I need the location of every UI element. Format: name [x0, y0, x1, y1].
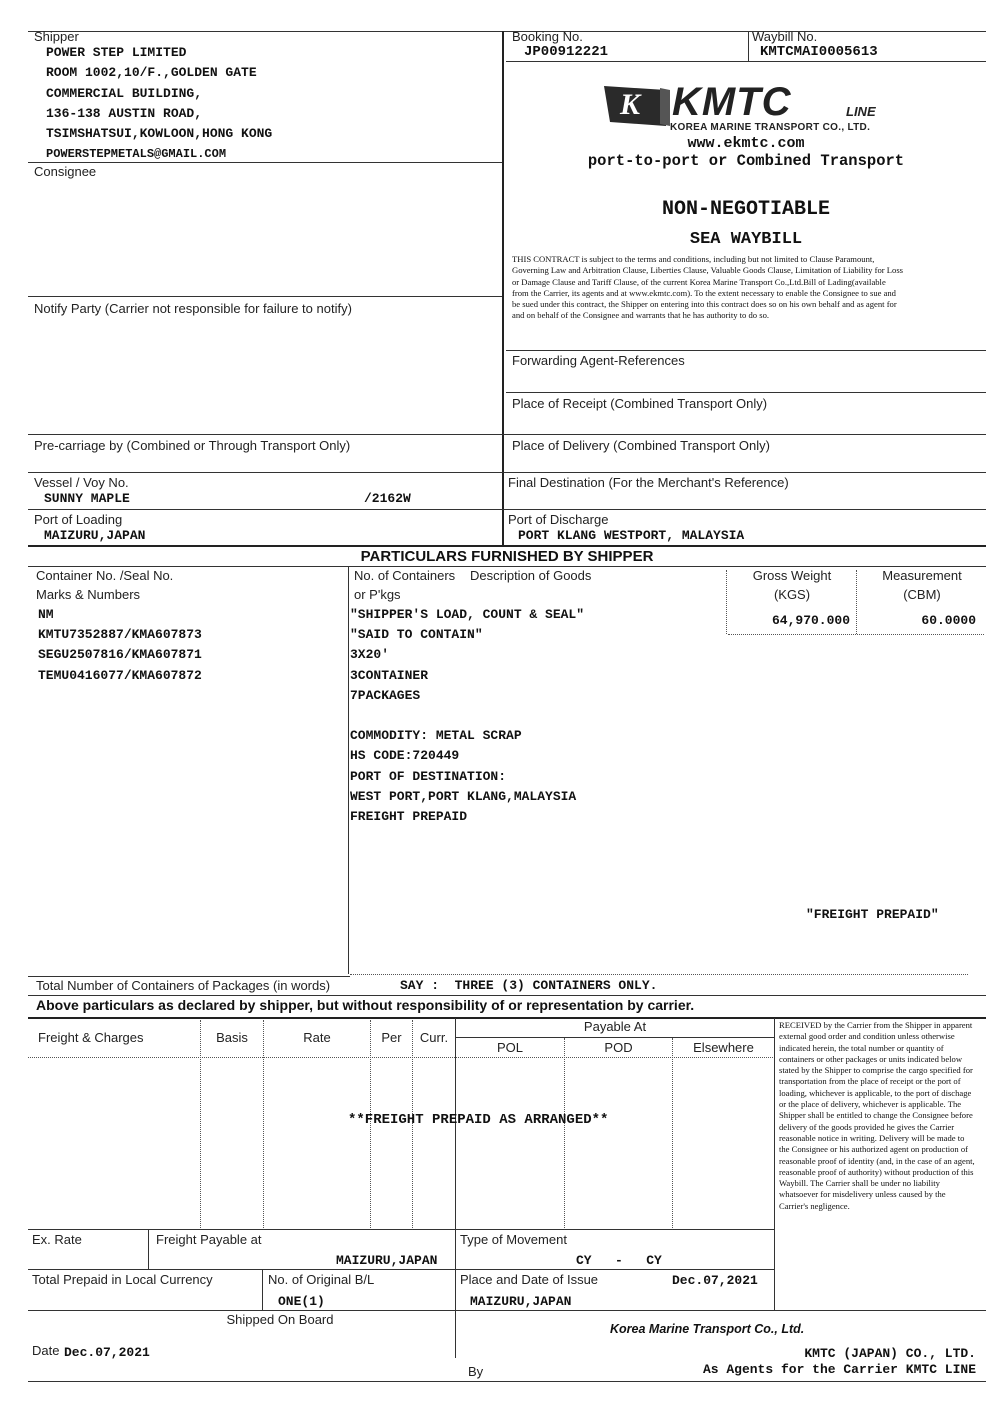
container-seal-item: KMTU7352887/KMA607873 — [38, 627, 202, 643]
col-pkgs: or P'kgs — [354, 587, 401, 602]
marks-list — [38, 605, 202, 686]
elsewhere-header: Elsewhere — [693, 1040, 754, 1055]
logo-brand: KMTC — [672, 80, 792, 124]
goods-line: "SAID TO CONTAIN" — [350, 627, 483, 643]
container-seal-item: SEGU2507816/KMA607871 — [38, 647, 202, 663]
vessel-name: SUNNY MAPLE — [44, 491, 130, 506]
voyage-number: /2162W — [364, 491, 411, 506]
movement-value: CY - CY — [576, 1253, 662, 1268]
ex-rate-label: Ex. Rate — [32, 1232, 82, 1247]
freight-charges-header: Freight & Charges — [38, 1030, 144, 1045]
goods-line: FREIGHT PREPAID — [350, 809, 468, 825]
col-container-seal: Container No. /Seal No. — [36, 568, 174, 583]
movement-label: Type of Movement — [460, 1232, 567, 1247]
freight-prepaid-note: "FREIGHT PREPAID" — [806, 907, 939, 922]
goods-line: PORT OF DESTINATION: — [350, 768, 507, 784]
kmtc-logo — [600, 82, 900, 138]
goods-description — [350, 605, 584, 827]
freight-prepaid-arranged: **FREIGHT PREPAID AS ARRANGED** — [348, 1112, 609, 1128]
issue-label: Place and Date of Issue — [460, 1272, 599, 1287]
discharge-port: PORT KLANG WESTPORT, MALAYSIA — [518, 528, 745, 543]
shipper-address — [46, 43, 272, 165]
shipper-label: Shipper — [34, 29, 79, 44]
consignee-label: Consignee — [34, 164, 97, 179]
shipped-on-board-label: Shipped On Board — [226, 1312, 334, 1327]
col-kgs: (KGS) — [773, 587, 811, 602]
issue-date: Dec.07,2021 — [672, 1273, 758, 1288]
shipper-email: POWERSTEPMETALS@GMAIL.COM — [46, 147, 227, 162]
col-no-containers: No. of Containers — [354, 568, 456, 583]
col-marks: Marks & Numbers — [36, 587, 141, 602]
delivery-label: Place of Delivery (Combined Transport Only) — [512, 438, 770, 453]
curr-header: Curr. — [419, 1030, 449, 1045]
goods-line: WEST PORT,PORT KLANG,MALAYSIA — [350, 788, 577, 804]
notify-label: Notify Party (Carrier not responsible for failure to notify) — [34, 301, 352, 316]
title-non-negotiable: NON-NEGOTIABLE — [661, 198, 831, 221]
date-label: Date — [32, 1343, 60, 1358]
per-header: Per — [381, 1030, 402, 1045]
original-bl-value: ONE(1) — [278, 1294, 325, 1309]
col-description: Description of Goods — [470, 568, 592, 583]
final-destination-label: Final Destination (For the Merchant's Reference) — [508, 475, 789, 490]
goods-line: "SHIPPER'S LOAD, COUNT & SEAL" — [350, 607, 585, 622]
waybill-number: KMTCMAI0005613 — [760, 44, 878, 60]
logo-company: KOREA MARINE TRANSPORT CO., LTD. — [670, 122, 871, 133]
col-gross-weight: Gross Weight — [752, 568, 832, 583]
shipper-line: TSIMSHATSUI,KOWLOON,HONG KONG — [46, 126, 273, 142]
basis-header: Basis — [216, 1030, 248, 1045]
freight-payable-value: MAIZURU,JAPAN — [336, 1253, 438, 1268]
precarriage-label: Pre-carriage by (Combined or Through Transport Only) — [34, 438, 351, 453]
goods-line — [350, 706, 584, 726]
freight-payable-label: Freight Payable at — [156, 1232, 262, 1247]
carrier-name: Korea Marine Transport Co., Ltd. — [610, 1322, 805, 1336]
contract-terms: THIS CONTRACT is subject to the terms and conditions, including but not limited to Clause Paramount, Governing Law and Arbitration Clause, Liberties Clause, Valuable Goods Clause, Limitation of Liability for Loss or Damage Clause and Tariff Clause, of the current Korea Marine Transport Co.,Ltd.Bill of Lading(available from the Carrier, its agents and at www.ekmtc.com). To the extent necessary to enable the Consignee to sue and be sued under this contract, the Shipper on entering into this contract does so on his own behalf and as agent for and on behalf of the Consignee and warrants that he has authority to do so. — [512, 254, 904, 321]
title-sea-waybill: SEA WAYBILL — [689, 230, 803, 249]
goods-line: COMMODITY: METAL SCRAP — [350, 728, 522, 744]
pod-header: POD — [604, 1040, 633, 1055]
col-cbm: (CBM) — [903, 587, 941, 602]
booking-label: Booking No. — [512, 29, 583, 44]
shipper-line: 136-138 AUSTIN ROAD, — [46, 105, 203, 121]
particulars-title: PARTICULARS FURNISHED BY SHIPPER — [360, 548, 654, 565]
total-packages-label: Total Number of Containers of Packages (in words) — [36, 978, 331, 993]
total-prepaid-label: Total Prepaid in Local Currency — [32, 1272, 213, 1287]
payable-at-header: Payable At — [583, 1019, 647, 1034]
goods-line: HS CODE:720449 — [350, 748, 460, 764]
waybill-label: Waybill No. — [752, 29, 818, 44]
measurement-value: 60.0000 — [921, 613, 976, 628]
rate-header: Rate — [303, 1030, 331, 1045]
received-terms: RECEIVED by the Carrier from the Shipper in apparent external good order and condition unless otherwise indicated herein, the total number or quantity of containers or other packages or units indicated below stated by the Shipper to comprise the cargo specified for transportation from the place of receipt or the port of loading, whichever is applicable, to the port of dischage or the place of delivery, whichever is applicable. The Shipper shall be entitled to change the Consignee before delivery of the goods provided he gives the Carrier reasonable notice in writing. Delivery will be made to the Consignee or his authorized agent on production of reasonable proof of identity (and, in the case of an agent, reasonable proof of authority) without production of this Waybill. The Carrier shall be under no liability whatsoever for misdelivery unless caused by the Carrier's negligence. — [779, 1020, 975, 1211]
website: www.ekmtc.com — [687, 135, 805, 152]
goods-line: 7PACKAGES — [350, 687, 421, 703]
shipper-line: POWER STEP LIMITED — [46, 45, 187, 60]
container-seal-item: TEMU0416077/KMA607872 — [38, 667, 202, 683]
col-measurement: Measurement — [882, 568, 962, 583]
agent-line-1: KMTC (JAPAN) CO., LTD. — [804, 1346, 976, 1361]
shipper-line: ROOM 1002,10/F.,GOLDEN GATE — [46, 65, 257, 81]
logo-suffix: LINE — [846, 104, 876, 119]
goods-line: 3X20' — [350, 647, 390, 663]
agent-line-2: As Agents for the Carrier KMTC LINE — [702, 1362, 976, 1377]
by-label: By — [468, 1364, 484, 1379]
transport-type: port-to-port or Combined Transport — [587, 152, 905, 170]
original-bl-label: No. of Original B/L — [268, 1272, 375, 1287]
goods-line: 3CONTAINER — [350, 667, 429, 683]
pol-header: POL — [496, 1040, 523, 1055]
vessel-label: Vessel / Voy No. — [34, 475, 129, 490]
gross-weight-value: 64,970.000 — [771, 613, 850, 628]
marks-item: NM — [38, 607, 54, 622]
total-packages-words: SAY : THREE (3) CONTAINERS ONLY. — [400, 978, 658, 993]
carrier-disclaimer: Above particulars as declared by shipper, but without responsibility of or representation by carrier. — [36, 997, 695, 1013]
discharge-label: Port of Discharge — [508, 512, 609, 527]
shipper-line: COMMERCIAL BUILDING, — [46, 85, 203, 101]
forwarding-label: Forwarding Agent-References — [512, 353, 685, 368]
loading-port: MAIZURU,JAPAN — [44, 528, 146, 543]
shipped-date: Dec.07,2021 — [64, 1345, 150, 1360]
receipt-label: Place of Receipt (Combined Transport Only) — [512, 396, 768, 411]
loading-label: Port of Loading — [34, 512, 123, 527]
issue-place: MAIZURU,JAPAN — [470, 1294, 572, 1309]
booking-number: JP00912221 — [524, 44, 609, 60]
logo-letter: K — [620, 88, 641, 121]
